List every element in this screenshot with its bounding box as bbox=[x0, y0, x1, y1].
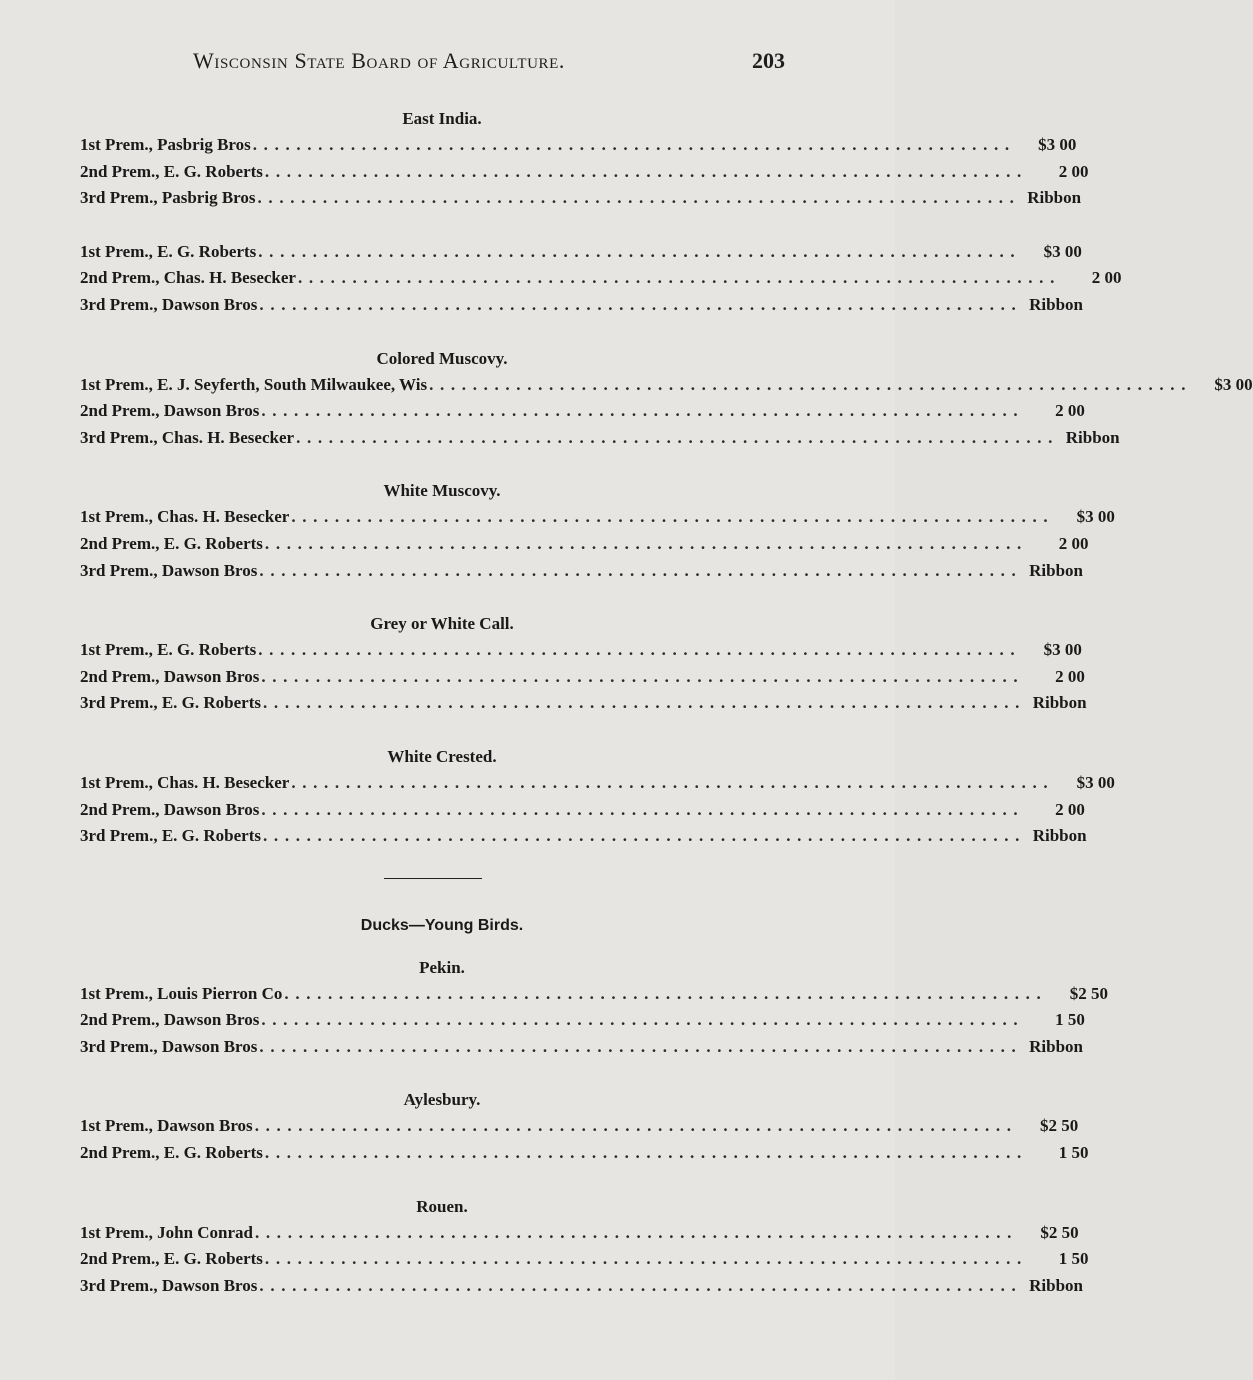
section-gap bbox=[80, 212, 788, 239]
premium-row bbox=[80, 504, 1115, 531]
exhibitor-name: Chas. H. Besecker bbox=[157, 772, 290, 792]
premium-place: 1st Prem. bbox=[80, 772, 149, 792]
premium-row bbox=[80, 1034, 1083, 1061]
premium-amount: $3 00 bbox=[1076, 507, 1115, 527]
exhibitor-name: John Conrad bbox=[157, 1222, 253, 1242]
premium-amount: $3 00 bbox=[1043, 241, 1082, 261]
premium-place: 2nd Prem. bbox=[80, 1143, 156, 1163]
premium-row bbox=[80, 1113, 1079, 1140]
premium-amount: Ribbon bbox=[1032, 693, 1087, 713]
premium-amount: Ribbon bbox=[1029, 560, 1083, 580]
place-separator: , bbox=[148, 241, 158, 261]
premium-place: 3rd Prem. bbox=[80, 826, 154, 846]
page-number: 203 bbox=[752, 48, 785, 73]
premium-amount: $3 00 bbox=[1038, 135, 1077, 154]
dot-leader: . . . . . . . . . . . . . . . . . . . . . . . . . . . . . . . . . . . . . . . . . . . . . . . . . . . . . . . . . . . . . . . . . . . . . . bbox=[259, 560, 1017, 580]
dot-leader: . . . . . . . . . . . . . . . . . . . . . . . . . . . . . . . . . . . . . . . . . . . . . . . . . . . . . . . . . . . . . . . . . . . . . . bbox=[264, 1143, 1023, 1163]
place-separator: , bbox=[155, 799, 164, 819]
premium-place: 1st Prem. bbox=[80, 1222, 149, 1242]
premium-amount: Ribbon bbox=[1029, 1036, 1083, 1056]
premium-section bbox=[80, 212, 1122, 319]
place-separator: , bbox=[148, 1116, 158, 1136]
premium-row bbox=[80, 159, 1089, 186]
place-separator: , bbox=[155, 401, 164, 421]
place-separator: , bbox=[153, 294, 162, 314]
exhibitor-name: Chas. H. Besecker bbox=[161, 427, 295, 447]
premium-place: 3rd Prem. bbox=[80, 560, 154, 580]
dot-leader: . . . . . . . . . . . . . . . . . . . . . . . . . . . . . . . . . . . . . . . . . . . . . . . . . . . . . . . . . . . . . . . . . . . . . . bbox=[255, 1222, 1013, 1242]
premium-amount: Ribbon bbox=[1065, 427, 1120, 447]
place-separator: , bbox=[153, 188, 162, 208]
dot-leader: . . . . . . . . . . . . . . . . . . . . . . . . . . . . . . . . . . . . . . . . . . . . . . . . . . . . . . . . . . . . . . . . . . . . . . bbox=[261, 1010, 1019, 1030]
rule-gap bbox=[80, 850, 788, 878]
dot-leader: . . . . . . . . . . . . . . . . . . . . . . . . . . . . . . . . . . . . . . . . . . . . . . . . . . . . . . . . . . . . . . . . . . . . . . bbox=[258, 241, 1016, 261]
premium-row bbox=[80, 690, 1087, 717]
place-separator: , bbox=[153, 560, 162, 580]
premium-section bbox=[80, 319, 1253, 452]
premium-row bbox=[80, 1246, 1089, 1273]
premium-row bbox=[80, 797, 1085, 824]
dot-leader: . . . . . . . . . . . . . . . . . . . . . . . . . . . . . . . . . . . . . . . . . . . . . . . . . . . . . . . . . . . . . . . . . . . . . . bbox=[264, 533, 1023, 553]
running-title: Wisconsin State Board of Agriculture. bbox=[193, 48, 565, 73]
premium-row bbox=[80, 185, 1082, 212]
dot-leader: . . . . . . . . . . . . . . . . . . . . . . . . . . . . . . . . . . . . . . . . . . . . . . . . . . . . . . . . . . . . . . . . . . . . . . bbox=[291, 772, 1049, 792]
exhibitor-name: Dawson Bros bbox=[161, 294, 258, 314]
dot-leader: . . . . . . . . . . . . . . . . . . . . . . . . . . . . . . . . . . . . . . . . . . . . . . . . . . . . . . . . . . . . . . . . . . . . . . bbox=[296, 427, 1054, 447]
premium-section bbox=[80, 1060, 1089, 1166]
section-title: White Crested. bbox=[387, 746, 497, 766]
exhibitor-name: Dawson Bros bbox=[161, 1275, 258, 1295]
premium-row bbox=[80, 265, 1122, 292]
place-separator: , bbox=[155, 1249, 164, 1269]
dot-leader: . . . . . . . . . . . . . . . . . . . . . . . . . . . . . . . . . . . . . . . . . . . . . . . . . . . . . . . . . . . . . . . . . . . . . . bbox=[284, 983, 1042, 1003]
dot-leader: . . . . . . . . . . . . . . . . . . . . . . . . . . . . . . . . . . . . . . . . . . . . . . . . . . . . . . . . . . . . . . . . . . . . . . bbox=[264, 161, 1023, 181]
premium-place: 1st Prem. bbox=[80, 983, 149, 1003]
exhibitor-name: E. J. Seyferth, South Milwaukee, Wis bbox=[157, 374, 428, 394]
premium-place: 1st Prem. bbox=[80, 374, 149, 394]
premium-amount: $3 00 bbox=[1043, 640, 1082, 660]
premium-amount: 1 50 bbox=[1058, 1249, 1089, 1269]
premium-amount: $3 00 bbox=[1214, 374, 1253, 394]
exhibitor-name: Pasbrig Bros bbox=[161, 188, 256, 208]
premium-place: 1st Prem. bbox=[80, 507, 149, 527]
premium-place: 2nd Prem. bbox=[80, 268, 156, 288]
dot-leader: . . . . . . . . . . . . . . . . . . . . . . . . . . . . . . . . . . . . . . . . . . . . . . . . . . . . . . . . . . . . . . . . . . . . . . bbox=[259, 1036, 1017, 1056]
place-separator: , bbox=[155, 666, 164, 686]
dot-leader: . . . . . . . . . . . . . . . . . . . . . . . . . . . . . . . . . . . . . . . . . . . . . . . . . . . . . . . . . . . . . . . . . . . . . . bbox=[261, 799, 1019, 819]
exhibitor-name: E. G. Roberts bbox=[163, 533, 263, 553]
exhibitor-name: E. G. Roberts bbox=[163, 1143, 263, 1163]
premium-amount: Ribbon bbox=[1027, 188, 1082, 208]
exhibitor-name: E. G. Roberts bbox=[163, 1249, 263, 1269]
dot-leader: . . . . . . . . . . . . . . . . . . . . . . . . . . . . . . . . . . . . . . . . . . . . . . . . . . . . . . . . . . . . . . . . . . . . . . bbox=[258, 640, 1016, 660]
section-title: White Muscovy. bbox=[383, 481, 501, 501]
dot-leader: . . . . . . . . . . . . . . . . . . . . . . . . . . . . . . . . . . . . . . . . . . . . . . . . . . . . . . . . . . . . . . . . . . . . . . bbox=[261, 666, 1019, 686]
premium-row bbox=[80, 1273, 1083, 1300]
premium-section bbox=[80, 955, 1108, 1061]
dot-leader: . . . . . . . . . . . . . . . . . . . . . . . . . . . . . . . . . . . . . . . . . . . . . . . . . . . . . . . . . . . . . . . . . . . . . . bbox=[261, 401, 1019, 421]
premium-place: 1st Prem. bbox=[80, 640, 149, 660]
subheading-gap bbox=[80, 939, 788, 955]
premium-section bbox=[80, 717, 1115, 850]
premium-place: 2nd Prem. bbox=[80, 161, 156, 181]
place-separator: , bbox=[148, 772, 158, 792]
dot-leader: . . . . . . . . . . . . . . . . . . . . . . . . . . . . . . . . . . . . . . . . . . . . . . . . . . . . . . . . . . . . . . . . . . . . . . bbox=[252, 135, 1011, 154]
exhibitor-name: Chas. H. Besecker bbox=[157, 507, 290, 527]
exhibitor-name: Dawson Bros bbox=[163, 401, 260, 421]
section-gap bbox=[80, 1060, 788, 1087]
exhibitor-name: Dawson Bros bbox=[163, 666, 260, 686]
premium-row bbox=[80, 398, 1085, 425]
place-separator: , bbox=[153, 1036, 162, 1056]
section-title: Rouen. bbox=[416, 1196, 468, 1216]
place-separator: , bbox=[155, 1010, 164, 1030]
exhibitor-name: E. G. Roberts bbox=[163, 161, 263, 181]
exhibitor-name: E. G. Roberts bbox=[157, 241, 257, 261]
section-title: Grey or White Call. bbox=[370, 614, 514, 634]
premium-place: 2nd Prem. bbox=[80, 666, 156, 686]
place-separator: , bbox=[153, 826, 162, 846]
dot-leader: . . . . . . . . . . . . . . . . . . . . . . . . . . . . . . . . . . . . . . . . . . . . . . . . . . . . . . . . . . . . . . . . . . . . . . bbox=[297, 268, 1056, 288]
place-separator: , bbox=[155, 268, 164, 288]
premium-place: 2nd Prem. bbox=[80, 1010, 156, 1030]
exhibitor-name: E. G. Roberts bbox=[161, 693, 262, 713]
premium-amount: 2 00 bbox=[1058, 161, 1089, 181]
premium-amount: $3 00 bbox=[1076, 772, 1115, 792]
exhibitor-name: Dawson Bros bbox=[163, 799, 260, 819]
premium-section bbox=[80, 106, 1089, 212]
section-gap bbox=[80, 319, 788, 346]
premium-row bbox=[80, 239, 1082, 266]
premium-row bbox=[80, 1140, 1089, 1167]
dot-leader: . . . . . . . . . . . . . . . . . . . . . . . . . . . . . . . . . . . . . . . . . . . . . . . . . . . . . . . . . . . . . . . . . . . . . . bbox=[263, 826, 1021, 846]
premium-place: 1st Prem. bbox=[80, 135, 149, 154]
exhibitor-name: E. G. Roberts bbox=[161, 826, 262, 846]
premium-amount: $2 50 bbox=[1069, 983, 1108, 1003]
premium-place: 3rd Prem. bbox=[80, 427, 154, 447]
premium-row bbox=[80, 637, 1082, 664]
premium-place: 3rd Prem. bbox=[80, 693, 154, 713]
section-title: Colored Muscovy. bbox=[376, 348, 508, 368]
place-separator: , bbox=[153, 1275, 162, 1295]
place-separator: , bbox=[148, 507, 158, 527]
section-gap bbox=[80, 1167, 788, 1194]
premium-section bbox=[80, 584, 1087, 717]
place-separator: , bbox=[153, 427, 162, 447]
exhibitor-name: Chas. H. Besecker bbox=[163, 268, 296, 288]
premium-place: 3rd Prem. bbox=[80, 1275, 154, 1295]
place-separator: , bbox=[155, 161, 164, 181]
premium-amount: 1 50 bbox=[1055, 1010, 1085, 1030]
section-gap bbox=[80, 584, 788, 611]
premium-amount: Ribbon bbox=[1029, 294, 1083, 314]
place-separator: , bbox=[148, 1222, 158, 1242]
premium-row bbox=[80, 770, 1115, 797]
premium-place: 2nd Prem. bbox=[80, 1249, 156, 1269]
exhibitor-name: Dawson Bros bbox=[161, 560, 258, 580]
premium-place: 1st Prem. bbox=[80, 1116, 149, 1136]
premium-place: 3rd Prem. bbox=[80, 188, 154, 208]
premium-place: 2nd Prem. bbox=[80, 799, 156, 819]
dot-leader: . . . . . . . . . . . . . . . . . . . . . . . . . . . . . . . . . . . . . . . . . . . . . . . . . . . . . . . . . . . . . . . . . . . . . . bbox=[257, 188, 1016, 208]
section-title: Pekin. bbox=[419, 957, 465, 977]
premium-row bbox=[80, 1220, 1079, 1247]
subheading-young-birds: Ducks—Young Birds. bbox=[360, 916, 524, 934]
dot-leader: . . . . . . . . . . . . . . . . . . . . . . . . . . . . . . . . . . . . . . . . . . . . . . . . . . . . . . . . . . . . . . . . . . . . . . bbox=[259, 1275, 1017, 1295]
premium-row bbox=[80, 1007, 1085, 1034]
premium-section bbox=[80, 1167, 1089, 1300]
premium-row bbox=[80, 664, 1085, 691]
premium-row bbox=[80, 531, 1089, 558]
exhibitor-name: Dawson Bros bbox=[157, 1116, 253, 1136]
section-gap bbox=[80, 717, 788, 744]
exhibitor-name: Dawson Bros bbox=[161, 1036, 258, 1056]
dot-leader: . . . . . . . . . . . . . . . . . . . . . . . . . . . . . . . . . . . . . . . . . . . . . . . . . . . . . . . . . . . . . . . . . . . . . . bbox=[263, 693, 1021, 713]
premium-row bbox=[80, 292, 1083, 319]
premium-place: 1st Prem. bbox=[80, 241, 149, 261]
premium-amount: 2 00 bbox=[1055, 666, 1085, 686]
premium-place: 3rd Prem. bbox=[80, 1036, 154, 1056]
dot-leader: . . . . . . . . . . . . . . . . . . . . . . . . . . . . . . . . . . . . . . . . . . . . . . . . . . . . . . . . . . . . . . . . . . . . . . bbox=[291, 507, 1049, 527]
premium-row bbox=[80, 372, 1253, 399]
premium-place: 3rd Prem. bbox=[80, 294, 154, 314]
place-separator: , bbox=[148, 640, 158, 660]
dot-leader: . . . . . . . . . . . . . . . . . . . . . . . . . . . . . . . . . . . . . . . . . . . . . . . . . . . . . . . . . . . . . . . . . . . . . . bbox=[254, 1116, 1013, 1136]
place-separator: , bbox=[148, 983, 158, 1003]
premium-amount: 2 00 bbox=[1055, 799, 1085, 819]
premium-place: 2nd Prem. bbox=[80, 401, 156, 421]
premium-place: 2nd Prem. bbox=[80, 533, 156, 553]
dot-leader: . . . . . . . . . . . . . . . . . . . . . . . . . . . . . . . . . . . . . . . . . . . . . . . . . . . . . . . . . . . . . . . . . . . . . . bbox=[429, 374, 1187, 394]
premium-amount: Ribbon bbox=[1032, 826, 1087, 846]
dot-leader: . . . . . . . . . . . . . . . . . . . . . . . . . . . . . . . . . . . . . . . . . . . . . . . . . . . . . . . . . . . . . . . . . . . . . . bbox=[259, 294, 1017, 314]
premium-amount: 2 00 bbox=[1091, 268, 1122, 288]
premium-amount: 2 00 bbox=[1055, 401, 1085, 421]
premium-row bbox=[80, 558, 1083, 585]
page-header bbox=[0, 48, 895, 82]
place-separator: , bbox=[155, 1143, 164, 1163]
place-separator: , bbox=[155, 533, 164, 553]
section-gap bbox=[80, 451, 788, 478]
dot-leader: . . . . . . . . . . . . . . . . . . . . . . . . . . . . . . . . . . . . . . . . . . . . . . . . . . . . . . . . . . . . . . . . . . . . . . bbox=[264, 1249, 1023, 1269]
exhibitor-name: Pasbrig Bros bbox=[157, 135, 251, 154]
place-separator: , bbox=[148, 135, 158, 154]
premium-section bbox=[80, 451, 1115, 584]
subheading-gap bbox=[80, 879, 788, 913]
premium-amount: 1 50 bbox=[1058, 1143, 1089, 1163]
section-title: Aylesbury. bbox=[403, 1090, 481, 1110]
premium-amount: Ribbon bbox=[1029, 1275, 1083, 1295]
premium-row bbox=[80, 132, 1077, 159]
exhibitor-name: Louis Pierron Co bbox=[157, 983, 283, 1003]
premium-amount: 2 00 bbox=[1058, 533, 1089, 553]
premium-listing bbox=[80, 106, 1253, 1299]
place-separator: , bbox=[153, 693, 162, 713]
place-separator: , bbox=[148, 374, 158, 394]
premium-row bbox=[80, 823, 1087, 850]
premium-row bbox=[80, 981, 1108, 1008]
premium-amount: $2 50 bbox=[1040, 1222, 1079, 1242]
premium-row bbox=[80, 425, 1120, 452]
exhibitor-name: Dawson Bros bbox=[163, 1010, 260, 1030]
section-title: East India. bbox=[402, 109, 482, 128]
premium-amount: $2 50 bbox=[1040, 1116, 1079, 1136]
exhibitor-name: E. G. Roberts bbox=[157, 640, 257, 660]
